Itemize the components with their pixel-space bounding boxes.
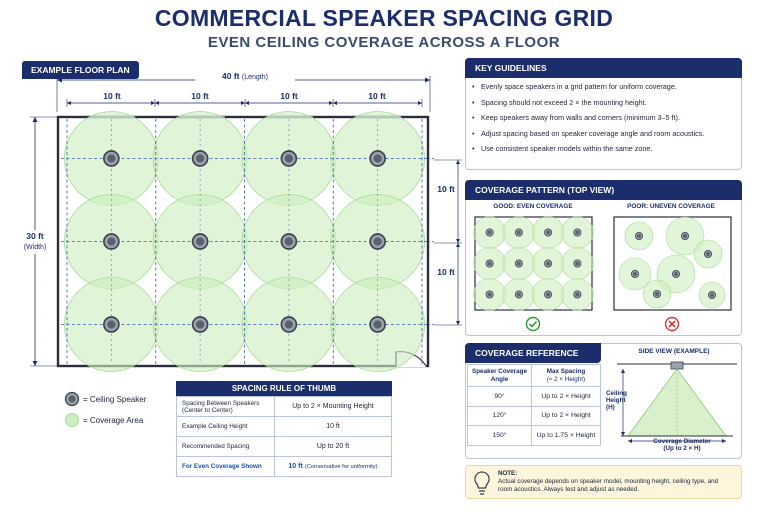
note-title: NOTE:: [498, 470, 518, 477]
ceiling-speaker-icon: [631, 270, 638, 277]
lightbulb-icon: [472, 470, 492, 496]
ceiling-speaker-icon: [704, 250, 711, 257]
table-header-row: Speaker Coverage Angle Max Spacing (≈ 2 × Height): [468, 365, 601, 387]
ceiling-speaker-icon: [545, 229, 552, 236]
legend-icons: [62, 390, 82, 434]
list-item: • Spacing should not exceed 2 × the mounting height.: [472, 98, 742, 107]
table-row: 150° Up to 1.75 × Height: [468, 426, 601, 446]
ceiling-speaker-icon: [281, 234, 296, 249]
ceiling-speaker-icon: [574, 229, 581, 236]
width-dimension: 30 ft (Width): [16, 230, 54, 254]
legend-speaker-label: = Ceiling Speaker: [83, 395, 147, 404]
ceiling-speaker-icon: [370, 317, 385, 332]
ceiling-speaker-icon: [515, 291, 522, 298]
ceiling-speaker-icon: [545, 291, 552, 298]
guidelines-title: KEY GUIDELINES: [465, 58, 742, 78]
ceiling-speaker-icon: [708, 291, 715, 298]
ceiling-speaker-icon: [653, 290, 660, 297]
ceiling-speaker-icon: [574, 260, 581, 267]
table-row-highlight: For Even Coverage Shown 10 ft (Conservative for uniformity): [177, 457, 392, 477]
row-spacing-label: 10 ft: [437, 184, 455, 194]
ceiling-speaker-icon: [370, 234, 385, 249]
ceiling-speaker-icon: [515, 229, 522, 236]
ceiling-speaker-icon: [672, 270, 679, 277]
ceiling-speaker-icon: [104, 317, 119, 332]
good-coverage-label: GOOD: EVEN COVERAGE: [493, 203, 573, 210]
ceiling-speaker-icon: [370, 151, 385, 166]
side-view-title: SIDE VIEW (EXAMPLE): [638, 348, 710, 355]
table-row: Example Ceiling Height 10 ft: [177, 417, 392, 437]
table-row: 90° Up to 2 × Height: [468, 387, 601, 407]
ceiling-speaker-icon: [486, 291, 493, 298]
ceiling-speaker-icon: [281, 151, 296, 166]
column-spacing-label: 10 ft: [184, 92, 216, 102]
legend-coverage-label: = Coverage Area: [83, 416, 144, 425]
cross-icon: [666, 318, 679, 331]
ceiling-speaker-icon: [193, 234, 208, 249]
coverage-pattern-drawing: [465, 212, 742, 332]
ceiling-speaker-icon: [104, 234, 119, 249]
list-item: • Adjust spacing based on speaker coverage angle and room acoustics.: [472, 129, 742, 138]
ceiling-speaker-icon: [635, 232, 642, 239]
poor-coverage-label: POOR: UNEVEN COVERAGE: [627, 203, 715, 210]
ceiling-speaker-icon: [515, 260, 522, 267]
rule-of-thumb-table: [176, 396, 392, 477]
length-dimension: 40 ft (Length): [195, 72, 295, 82]
ceiling-speaker-icon: [486, 229, 493, 236]
note-body: Actual coverage depends on speaker model, mounting height, ceiling type, and room acoustics. Always test and adjust as needed.: [498, 478, 719, 494]
coverage-reference-table: [467, 364, 601, 446]
table-row: Recommended Spacing Up to 20 ft: [177, 437, 392, 457]
ceiling-speaker-icon: [545, 260, 552, 267]
rule-of-thumb-title: SPACING RULE OF THUMB: [176, 381, 392, 396]
coverage-area-icon: [66, 414, 79, 427]
ceiling-speaker-icon: [574, 291, 581, 298]
page-subtitle: EVEN CEILING COVERAGE ACROSS A FLOOR: [207, 34, 561, 51]
table-row: Spacing Between Speakers (Center to Center) Up to 2 × Mounting Height: [177, 397, 392, 417]
list-item: • Keep speakers away from walls and corners (minimum 3–5 ft).: [472, 113, 742, 122]
ceiling-speaker-icon: [486, 260, 493, 267]
page-title: COMMERCIAL SPEAKER SPACING GRID: [154, 5, 614, 31]
coverage-pattern-title: COVERAGE PATTERN (TOP VIEW): [465, 180, 742, 200]
column-spacing-label: 10 ft: [361, 92, 393, 102]
coverage-reference-title: COVERAGE REFERENCE: [465, 343, 601, 363]
row-spacing-label: 10 ft: [437, 267, 455, 277]
floor-plan-tab: EXAMPLE FLOOR PLAN: [22, 61, 139, 79]
note-box: [465, 465, 742, 499]
ceiling-height-label: Ceiling Height (H): [606, 390, 627, 412]
list-item: • Use consistent speaker models within the same zone.: [472, 144, 742, 153]
ceiling-speaker-icon: [281, 317, 296, 332]
ceiling-speaker-icon: [193, 151, 208, 166]
coverage-diameter-label: Coverage Diameter (Up to 2 × H): [653, 438, 711, 453]
ceiling-speaker-icon: [193, 317, 208, 332]
table-row: 120° Up to 2 × Height: [468, 406, 601, 426]
column-spacing-label: 10 ft: [96, 92, 128, 102]
ceiling-speaker-icon: [66, 393, 79, 406]
guidelines-list: [472, 82, 742, 160]
column-spacing-label: 10 ft: [273, 92, 305, 102]
ceiling-speaker-icon: [681, 232, 688, 239]
check-icon: [527, 318, 540, 331]
ceiling-speaker-icon: [104, 151, 119, 166]
list-item: • Evenly space speakers in a grid pattern for uniform coverage.: [472, 82, 742, 91]
